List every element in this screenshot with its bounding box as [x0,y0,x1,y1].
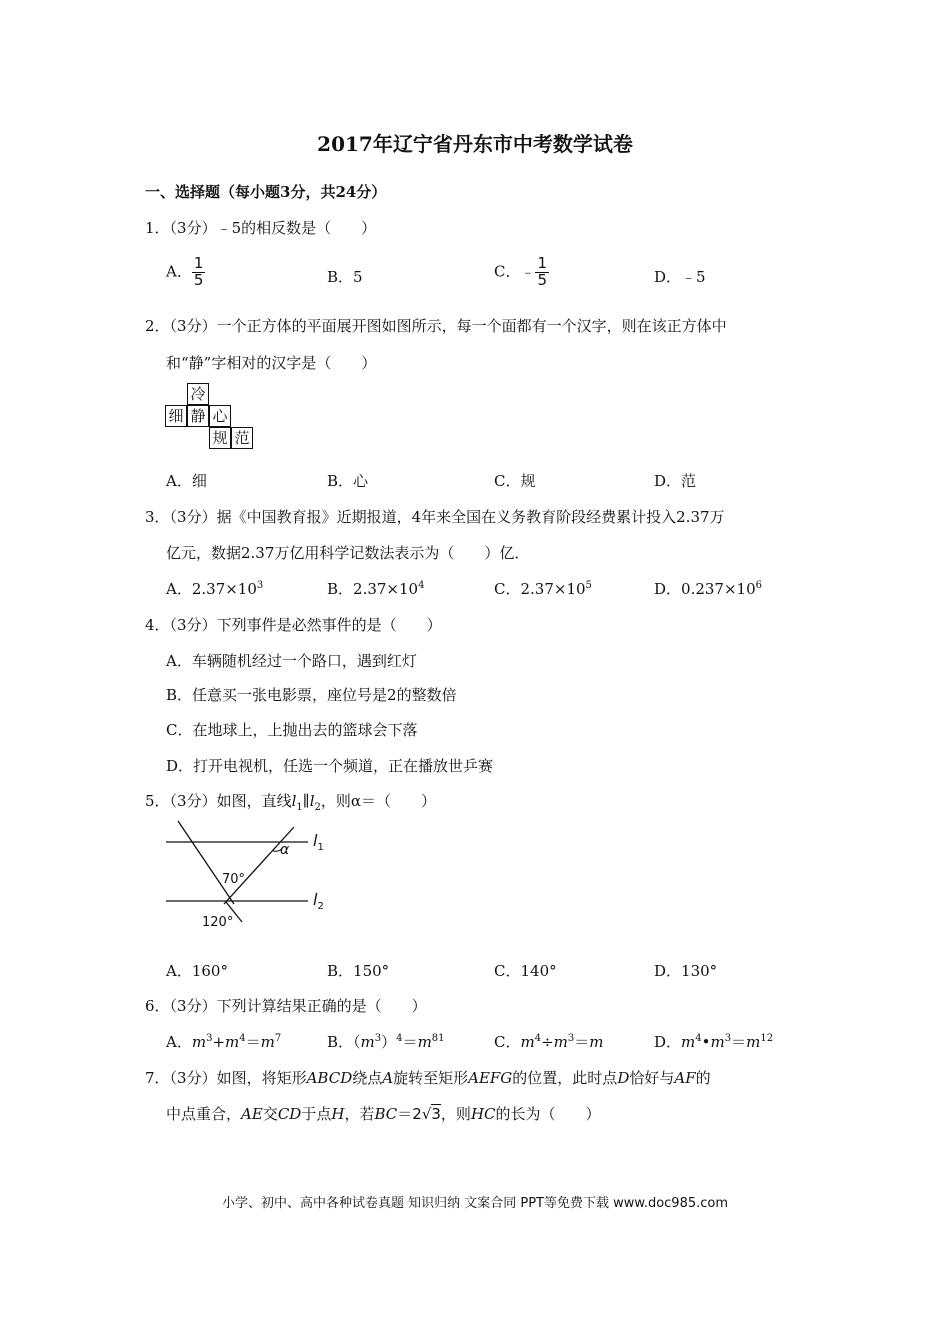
exponent: 3 [206,1033,213,1044]
paren: ） [381,1033,397,1051]
question-3-stem-line2: 亿元，数据2.37万亿用科学记数法表示为（ ）亿． [166,544,530,562]
exponent: 3 [256,580,264,591]
q2-option-a: A．细 [166,472,207,490]
q5-option-a: A．160° [166,962,228,980]
question-7-stem-line2 [166,1103,601,1124]
op: + [212,1033,226,1051]
var-m: m [746,1033,761,1051]
q6-option-d [654,1031,773,1052]
exponent: 81 [431,1033,445,1044]
exponent: 7 [274,1033,282,1044]
question-2-stem-line2: 和“静”字相对的汉字是（ ） [166,354,377,372]
var: ABCD [306,1069,353,1087]
var-m: m [681,1033,696,1051]
q4-option-a: A．车辆随机经过一个路口，遇到红灯 [166,652,417,670]
option-text: A．2.37×10 [166,580,257,598]
q1-option-b: B．5 [327,268,363,286]
stem-text: ＝ [397,1105,413,1123]
transversal-right [224,827,294,904]
question-2-stem-line1: 2．（3分）一个正方体的平面展开图如图所示，每一个面都有一个汉字，则在该正方体中 [145,317,727,335]
var-m: m [710,1033,725,1051]
q4-option-b: B．任意买一张电影票，座位号是2的整数倍 [166,686,457,704]
var: CD [277,1105,302,1123]
stem-text: 旋转至矩形 [393,1069,469,1087]
paren: （ [353,1033,361,1051]
option-text: B．2.37×10 [327,580,419,598]
option-label: D． [654,1033,682,1051]
exponent: 3 [567,1033,575,1044]
stem-text: 的长为（ ） [495,1105,601,1123]
net-cell: 心 [209,405,231,427]
stem-text: 7．（3分）如图，将矩形 [145,1069,307,1087]
q5-option-d: D．130° [654,962,718,980]
stem-text: 的 [695,1069,711,1087]
net-cell: 细 [165,405,187,427]
exponent: 3 [724,1033,732,1044]
question-3-stem-line1: 3．（3分）据《中国教育报》近期报道，4年来全国在义务教育阶段经费累计投入2.37万 [145,508,725,526]
var-m: m [360,1033,375,1051]
label-l: l [313,890,318,909]
question-7-stem-line1 [145,1067,711,1088]
q2-option-c: C．规 [494,472,536,490]
op: ＝ [574,1033,590,1051]
q5-option-b: B．150° [327,962,390,980]
exponent: 4 [396,1033,403,1044]
op: ＝ [245,1033,261,1051]
label-alpha: α [280,842,290,858]
var: A [382,1069,394,1087]
question-5-stem [145,790,436,813]
parallel-lines-figure [160,818,340,938]
exponent: 4 [418,580,425,591]
var: BC [374,1105,398,1123]
q5-option-c: C．140° [494,962,557,980]
exponent: 4 [695,1033,702,1044]
stem-text: 中点重合， [166,1105,242,1123]
var-m: m [520,1033,535,1051]
question-6-stem: 6．（3分）下列计算结果正确的是（ ） [145,997,427,1015]
question-1-stem: 1．（3分）﹣5的相反数是（ ） [145,219,377,237]
option-label: A． [166,1033,192,1051]
cube-net-figure [165,383,265,453]
exponent: 6 [755,580,762,591]
q6-option-b [327,1031,445,1052]
denominator: 5 [537,270,548,289]
q3-option-d [654,578,762,599]
var: AF [674,1069,696,1087]
exponent: 4 [534,1033,542,1044]
stem-text: ，若 [344,1105,375,1123]
subscript: 1 [317,842,324,854]
question-4-stem: 4．（3分）下列事件是必然事件的是（ ） [145,616,442,634]
op: ÷ [541,1033,554,1051]
var: D [617,1069,630,1087]
stem-text: 的位置，此时点 [512,1069,618,1087]
option-text: D．0.237×10 [654,580,756,598]
stem-text: 绕点 [352,1069,383,1087]
subscript: 2 [314,802,321,813]
op: • [701,1033,711,1051]
exponent: 5 [585,580,592,591]
exponent: 3 [374,1033,382,1044]
var: H [331,1105,345,1123]
stem-text: 于点 [301,1105,332,1123]
stem-text: 恰好与 [629,1069,675,1087]
q3-option-c [494,578,592,599]
var: AE [241,1105,263,1123]
var-m: m [553,1033,568,1051]
net-cell: 静 [187,405,209,427]
exponent: 4 [239,1033,246,1044]
option-label: C．﹣ [494,262,536,281]
stem-text: ，则 [440,1105,471,1123]
exponent: 12 [760,1033,774,1044]
fraction [192,256,206,289]
label-120: 120° [202,915,234,930]
q4-option-c: C．在地球上，上抛出去的篮球会下落 [166,721,418,739]
page-title: 2017年辽宁省丹东市中考数学试卷 [317,132,633,156]
parallel-symbol: ∥ [302,792,310,810]
stem-text: 交 [262,1105,278,1123]
coefficient: 2 [412,1105,422,1123]
label-l: l [313,831,318,850]
net-cell: 冷 [187,383,209,405]
stem-text: ，则α＝（ ） [320,792,437,810]
var-m: m [191,1033,207,1051]
var-m: m [225,1033,240,1051]
var: HC [470,1105,496,1123]
q6-option-a [166,1031,281,1052]
var-m: m [260,1033,275,1051]
label-70: 70° [222,872,246,887]
q2-option-d: D．范 [654,472,697,490]
numerator: 1 [193,254,204,272]
q3-option-a [166,578,263,599]
net-cell: 范 [231,427,253,449]
label-l2 [313,890,324,912]
q4-option-d: D．打开电视机，任选一个频道，正在播放世乒赛 [166,757,494,775]
sqrt-symbol: √ [421,1105,432,1123]
var-l: l [291,792,297,810]
subscript: 1 [296,802,303,813]
q3-option-b [327,578,424,599]
option-label: B． [327,1033,354,1051]
var: AEFG [468,1069,513,1087]
radicand: 3 [431,1105,441,1123]
q1-option-d: D．﹣5 [654,268,706,286]
q1-option-a [166,256,205,289]
option-label: A． [166,262,192,281]
stem-text: 5．（3分）如图，直线 [145,792,292,810]
op: ＝ [402,1033,418,1051]
transversal-left [178,821,234,904]
subscript: 2 [317,901,324,913]
option-label: C． [494,1033,521,1051]
fraction [535,256,549,289]
label-l1 [313,831,324,853]
var-l: l [309,792,315,810]
q2-option-b: B．心 [327,472,369,490]
section-heading: 一、选择题（每小题3分，共24分） [145,183,387,201]
numerator: 1 [537,254,548,272]
var-m: m [417,1033,432,1051]
page-footer: 小学、初中、高中各种试卷真题 知识归纳 文案合同 PPT等免费下载 www.doc985.com [221,1196,729,1211]
op: ＝ [731,1033,747,1051]
denominator: 5 [193,270,204,289]
q6-option-c [494,1031,604,1052]
option-text: C．2.37×10 [494,580,586,598]
net-cell: 规 [209,427,231,449]
q1-option-c [494,256,549,289]
var-m: m [589,1033,604,1051]
